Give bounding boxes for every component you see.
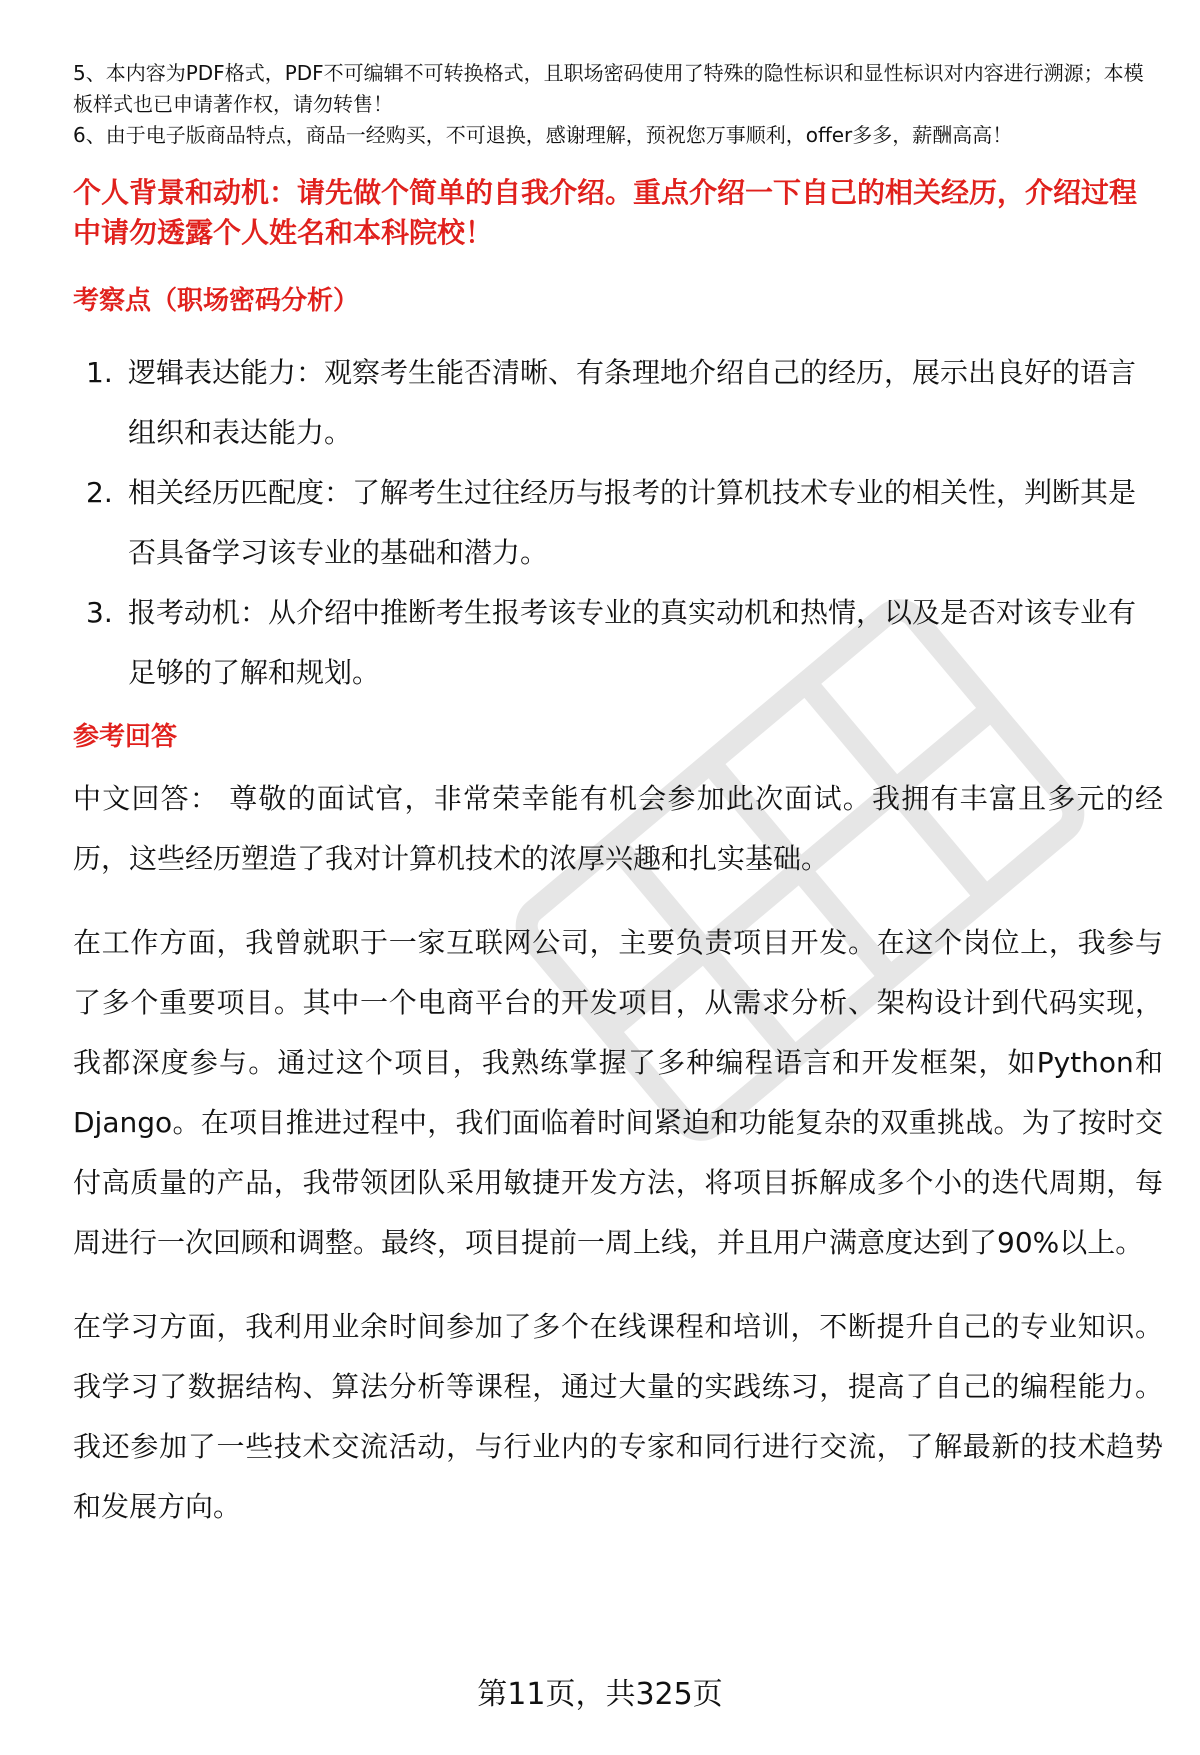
page-number: 第11页，共325页 [477,1677,723,1712]
assessment-point [73,343,1163,463]
point-text: 报考动机：从介绍中推断考生报考该专业的真实动机和热情，以及是否对该专业有足够的了解和规划。 [128,596,1137,689]
point-number: 2. [86,476,113,509]
point-text: 相关经历匹配度：了解考生过往经历与报考的计算机技术专业的相关性，判断其是否具备学习该专业的基础和潜力。 [128,476,1137,569]
point-number: 3. [86,596,113,629]
assessment-point [73,583,1163,703]
answer-paragraph: 在工作方面，我曾就职于一家互联网公司，主要负责项目开发。在这个岗位上，我参与了多个重要项目。其中一个电商平台的开发项目，从需求分析、架构设计到代码实现，我都深度参与。通过这个项目，我熟练掌握了多种编程语言和开发框架，如Python和Django。在项目推进过程中，我们面临着时间紧迫和功能复杂的双重挑战。为了按时交付高质量的产品，我带领团队采用敏捷开发方法，将项目拆解成多个小的迭代周期，每周进行一次回顾和调整。最终，项目提前一周上线，并且用户满意度达到了90%以上。 [73,926,1163,1259]
page-content [73,58,1163,1537]
point-number: 1. [86,356,113,389]
assessment-point [73,463,1163,583]
notice-5: 5、本内容为PDF格式，PDF不可编辑不可转换格式，且职场密码使用了特殊的隐性标识和显性标识对内容进行溯源；本模板样式也已申请著作权，请勿转售！ [73,61,1144,116]
interview-question: 个人背景和动机：请先做个简单的自我介绍。重点介绍一下自己的相关经历，介绍过程中请勿透露个人姓名和本科院校！ [73,176,1138,249]
point-text: 逻辑表达能力：观察考生能否清晰、有条理地介绍自己的经历，展示出良好的语言组织和表达能力。 [128,356,1137,449]
assessment-title: 考察点（职场密码分析） [73,286,360,316]
answer-title: 参考回答 [73,722,178,752]
notice-6: 6、由于电子版商品特点，商品一经购买，不可退换，感谢理解，预祝您万事顺利，offer多多，薪酬高高！ [73,123,1013,147]
answer-paragraph: 中文回答： 尊敬的面试官，非常荣幸能有机会参加此次面试。我拥有丰富且多元的经历，这些经历塑造了我对计算机技术的浓厚兴趣和扎实基础。 [73,782,1163,875]
assessment-points [73,343,1163,703]
answer-paragraph: 在学习方面，我利用业余时间参加了多个在线课程和培训，不断提升自己的专业知识。我学习了数据结构、算法分析等课程，通过大量的实践练习，提高了自己的编程能力。我还参加了一些技术交流活动，与行业内的专家和同行进行交流，了解最新的技术趋势和发展方向。 [73,1310,1163,1523]
